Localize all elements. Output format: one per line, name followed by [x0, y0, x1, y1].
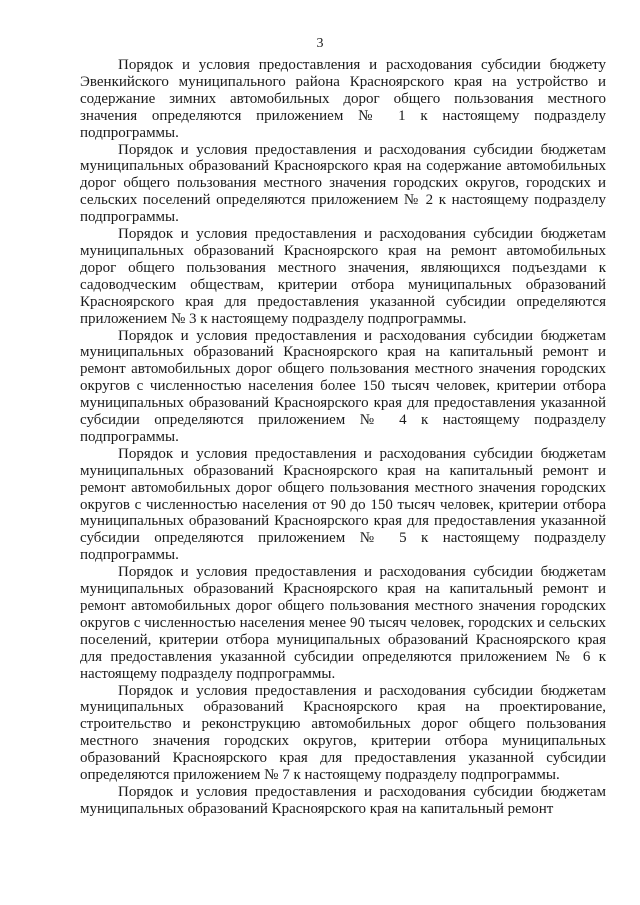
paragraph-appendix-4: Порядок и условия предоставления и расходования субсидии бюджетам муниципальных образований Красноярского края на капитальный ремонт и ремонт автомобильных дорог общего пользования местного значения городских округов с численностью населения более 150 тысяч человек, критерии отбора муниципальных образований Красноярского края для предоставления указанной субсидии определяются приложением № 4 к настоящему подразделу подпрограммы. [80, 327, 606, 445]
paragraph-appendix-1: Порядок и условия предоставления и расходования субсидии бюджету Эвенкийского муниципального района Красноярского края на устройство и содержание зимних автомобильных дорог общего пользования местного значения определяются приложением № 1 к настоящему подразделу подпрограммы. [80, 57, 606, 141]
paragraph-continued: Порядок и условия предоставления и расходования субсидии бюджетам муниципальных образований Красноярского края на капитальный ремонт [80, 783, 606, 817]
paragraph-appendix-5: Порядок и условия предоставления и расходования субсидии бюджетам муниципальных образований Красноярского края на капитальный ремонт и ремонт автомобильных дорог общего пользования местного значения городских округов с численностью населения от 90 до 150 тысяч человек, критерии отбора муниципальных образований Красноярского края для предоставления указанной субсидии определяются приложением № 5 к настоящему подразделу подпрограммы. [80, 445, 606, 564]
paragraph-appendix-3: Порядок и условия предоставления и расходования субсидии бюджетам муниципальных образований Красноярского края на ремонт автомобильных дорог общего пользования местного значения, являющихся подъездами к садоводческим обществам, критерии отбора муниципальных образований Красноярского края для предоставления указанной субсидии определяются приложением № 3 к настоящему подразделу подпрограммы. [80, 226, 606, 327]
paragraph-appendix-7: Порядок и условия предоставления и расходования субсидии бюджетам муниципальных образований Красноярского края на проектирование, строительство и реконструкцию автомобильных дорог общего пользования местного значения городских округов, критерии отбора муниципальных образований Красноярского края для предоставления указанной субсидии определяются приложением № 7 к настоящему подразделу подпрограммы. [80, 682, 606, 784]
page-number: 3 [316, 36, 324, 51]
paragraph-appendix-6: Порядок и условия предоставления и расходования субсидии бюджетам муниципальных образований Красноярского края на капитальный ремонт и ремонт автомобильных дорог общего пользования местного значения городских округов с численностью населения менее 90 тысяч человек, городских и сельских поселений, критерии отбора муниципальных образований Красноярского края для предоставления указанной субсидии определяются приложением № 6 к настоящему подразделу подпрограммы. [80, 564, 606, 682]
document-body [80, 57, 606, 818]
paragraph-appendix-2: Порядок и условия предоставления и расходования субсидии бюджетам муниципальных образований Красноярского края на содержание автомобильных дорог общего пользования местного значения городских округов, городских и сельских поселений определяются приложением № 2 к настоящему подразделу подпрограммы. [80, 141, 606, 226]
